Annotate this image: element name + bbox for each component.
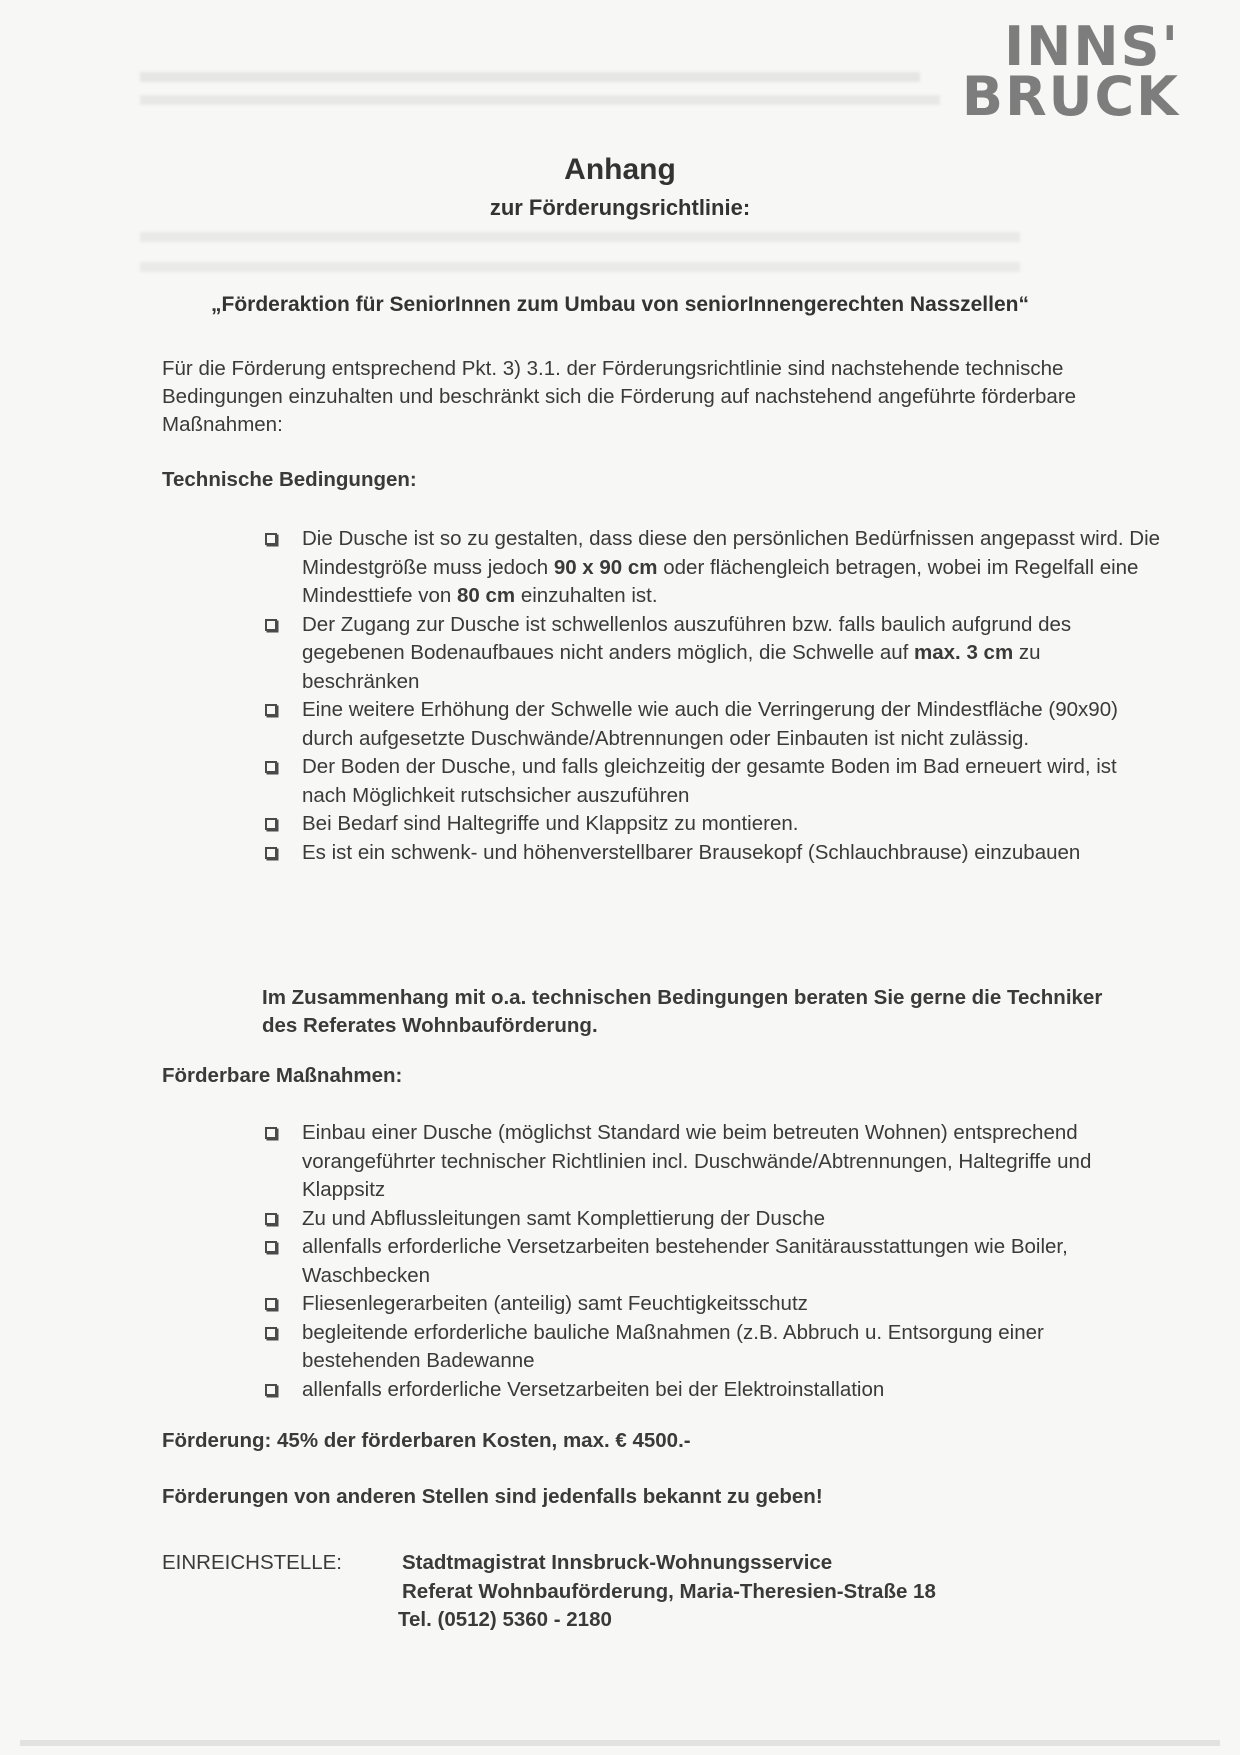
submission-block — [162, 1549, 936, 1635]
list-item: Der Boden der Dusche, und falls gleichzeitig der gesamte Boden im Bad erneuert wird, ist nach Möglichkeit rutschsicher auszuführen — [262, 753, 1162, 810]
list-item: Einbau einer Dusche (möglichst Standard wie beim betreuten Wohnen) entsprechend vorangeführter technischer Richtlinien incl. Duschwände/Abtrennungen, Haltegriffe und Klappsitz — [262, 1119, 1162, 1205]
bleed-through-mark — [140, 95, 940, 105]
list-item: Der Zugang zur Dusche ist schwellenlos auszuführen bzw. falls baulich aufgrund des gegebenen Bodenaufbaues nicht anders möglich, die Schwelle auf max. 3 cm zu beschränken — [262, 611, 1162, 697]
submission-office: Stadtmagistrat Innsbruck-Wohnungsservice — [402, 1551, 833, 1574]
checkbox-icon — [265, 1298, 277, 1310]
technical-list — [262, 525, 1162, 867]
action-title: „Förderaktion für SeniorInnen zum Umbau von seniorInnengerechten Nasszellen“ — [211, 293, 1029, 316]
intro-paragraph: Für die Förderung entsprechend Pkt. 3) 3.1. der Förderungsrichtlinie sind nachstehende technische Bedingungen einzuhalten und beschränkt sich die Förderung auf nachstehend angeführte förderbare Maßnahmen: — [162, 357, 1077, 436]
list-item: Zu und Abflussleitungen samt Komplettierung der Dusche — [262, 1205, 1162, 1234]
funding-line: Förderung: 45% der förderbaren Kosten, max. € 4500.- — [162, 1429, 691, 1452]
innsbruck-logo — [961, 15, 1180, 128]
checkbox-icon — [265, 1384, 277, 1396]
bleed-through-mark — [140, 72, 920, 82]
checkbox-icon — [265, 761, 277, 773]
list-item: allenfalls erforderliche Versetzarbeiten bei der Elektroinstallation — [262, 1376, 1162, 1405]
list-item: begleitende erforderliche bauliche Maßnahmen (z.B. Abbruch u. Entsorgung einer bestehenden Badewanne — [262, 1319, 1162, 1376]
checkbox-icon — [265, 1127, 277, 1139]
submission-label: EINREICHSTELLE: — [162, 1551, 342, 1574]
checkbox-icon — [265, 1241, 277, 1253]
list-item: Es ist ein schwenk- und höhenverstellbarer Brausekopf (Schlauchbrause) einzubauen — [262, 839, 1162, 868]
logo-line-2: BRUCK — [961, 65, 1180, 128]
submission-address: Referat Wohnbauförderung, Maria-Theresien-Straße 18 — [402, 1579, 936, 1603]
technical-note: Im Zusammenhang mit o.a. technischen Bedingungen beraten Sie gerne die Techniker des Referates Wohnbauförderung. — [262, 986, 1103, 1037]
list-item: Fliesenlegerarbeiten (anteilig) samt Feuchtigkeitsschutz — [262, 1290, 1162, 1319]
checkbox-icon — [265, 1327, 277, 1339]
list-item: Die Dusche ist so zu gestalten, dass diese den persönlichen Bedürfnissen angepasst wird. Die Mindestgröße muss jedoch 90 x 90 cm oder flächengleich betragen, wobei im Regelfall eine Mindesttiefe von 80 cm einzuhalten ist. — [262, 525, 1162, 611]
list-item: allenfalls erforderliche Versetzarbeiten bestehender Sanitärausstattungen wie Boiler, Waschbecken — [262, 1233, 1162, 1290]
other-funding-line: Förderungen von anderen Stellen sind jedenfalls bekannt zu geben! — [162, 1485, 823, 1508]
checkbox-icon — [265, 1213, 277, 1225]
checkbox-icon — [265, 818, 277, 830]
checkbox-icon — [265, 847, 277, 859]
bleed-through-mark — [140, 262, 1020, 272]
list-item: Bei Bedarf sind Haltegriffe und Klappsitz zu montieren. — [262, 810, 1162, 839]
checkbox-icon — [265, 619, 277, 631]
measures-heading: Förderbare Maßnahmen: — [162, 1064, 403, 1087]
scan-edge — [20, 1740, 1220, 1746]
measures-list — [262, 1119, 1162, 1404]
checkbox-icon — [265, 533, 277, 545]
checkbox-icon — [265, 704, 277, 716]
page-title: Anhang — [564, 153, 676, 186]
bleed-through-mark — [140, 232, 1020, 242]
list-item: Eine weitere Erhöhung der Schwelle wie auch die Verringerung der Mindestfläche (90x90) durch aufgesetzte Duschwände/Abtrennungen oder Einbauten ist nicht zulässig. — [262, 696, 1162, 753]
submission-phone: Tel. (0512) 5360 - 2180 — [398, 1608, 612, 1631]
page-subtitle: zur Förderungsrichtlinie: — [489, 195, 751, 220]
technical-heading: Technische Bedingungen: — [162, 468, 417, 491]
logo-line-1: INNS' — [1004, 15, 1180, 78]
